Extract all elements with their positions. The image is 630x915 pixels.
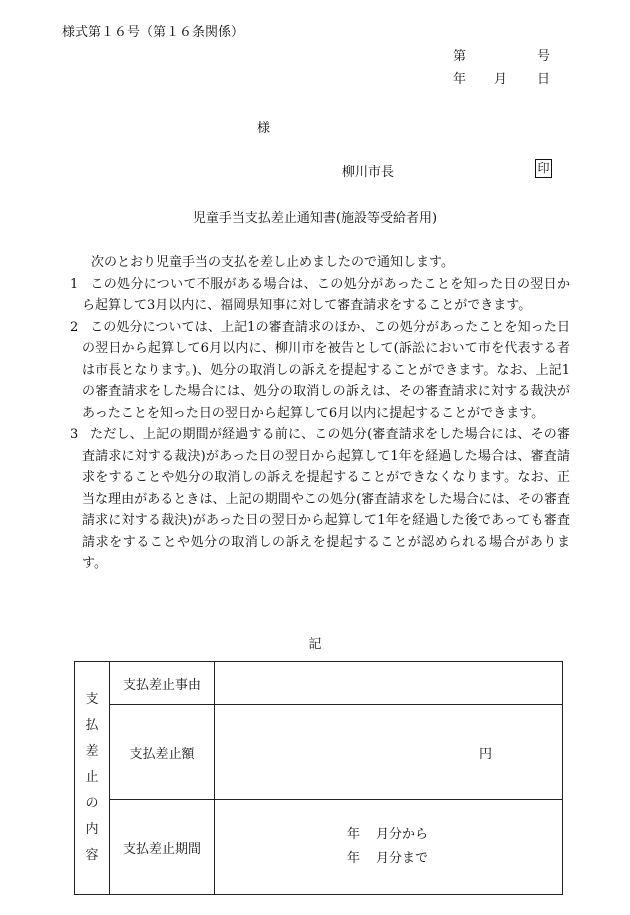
payment-suspension-table	[74, 661, 563, 895]
document-title: 児童手当支払差止通知書(施設等受給者用)	[192, 211, 438, 226]
document-number-suffix: 号	[537, 49, 551, 64]
date-year-label: 年	[453, 72, 467, 87]
notice-item-2	[70, 317, 570, 425]
item-text: この処分については、上記1の審査請求のほか、この処分があったことを知った日の翌日から起算して6月以内に、柳川市を被告として(訴訟において市を代表する者は市長となります。)、処分の取消しの訴えを提起することができます。なお、上記1の審査請求をした場合には、処分の取消しの訴えは、その審査請求に対する裁決があったことを知った日の翌日から起算して6月以内に提起することができます。	[82, 319, 570, 421]
issuer-name: 柳川市長	[342, 165, 395, 180]
side-char: 容	[85, 848, 99, 863]
notice-item-3	[70, 424, 570, 575]
period-to-month: 月分まで	[376, 851, 429, 866]
item-number: 2	[70, 319, 79, 335]
notice-item-1	[70, 274, 570, 317]
side-char: 払	[85, 718, 99, 733]
period-to-year: 年	[347, 851, 361, 866]
document-number-prefix: 第	[453, 49, 467, 64]
item-text: ただし、上記の期間が経過する前に、この処分(審査請求をした場合には、その審査請求に対する裁決)があった日の翌日から起算して1年を経過した場合は、審査請求をすることや処分の取消しの訴えを提起することができなくなります。なお、正当な理由があるときは、上記の期間やこの処分(審査請求をした場合には、その審査請求に対する裁決)があった日の翌日から起算して1年を経過した後であっても審査請求をすることや処分の取消しの訴えを提起することが認められる場合があります。	[82, 427, 570, 571]
intro-sentence: 次のとおり児童手当の支払を差し止めましたので通知します。	[91, 255, 454, 270]
form-number: 様式第１６号（第１６条関係）	[62, 25, 245, 40]
seal-stamp: 印	[535, 159, 552, 178]
reason-value-field[interactable]	[215, 662, 563, 705]
side-char: の	[85, 796, 99, 811]
suspension-content-side-label	[75, 662, 110, 895]
period-from-line	[215, 823, 562, 847]
amount-value-field[interactable]	[215, 705, 563, 800]
reason-label: 支払差止事由	[110, 662, 215, 705]
period-to-line	[215, 847, 562, 871]
date-month-label: 月	[494, 72, 508, 87]
period-from-month: 月分から	[376, 827, 429, 842]
amount-label: 支払差止額	[110, 705, 215, 800]
item-number: 1	[70, 276, 79, 292]
side-char: 内	[85, 822, 99, 837]
notice-body	[70, 252, 570, 575]
side-char: 差	[85, 744, 99, 759]
addressee-honorific: 様	[257, 121, 271, 136]
item-number: 3	[70, 427, 79, 442]
yen-unit: 円	[478, 746, 492, 762]
side-char: 支	[85, 692, 99, 707]
side-char: 止	[85, 770, 99, 785]
period-from-year: 年	[347, 827, 361, 842]
item-text: この処分について不服がある場合は、この処分があったことを知った日の翌日から起算して3月以内に、福岡県知事に対して審査請求をすることができます。	[82, 276, 570, 313]
period-label: 支払差止期間	[110, 800, 215, 895]
period-value-field[interactable]	[215, 800, 563, 895]
date-day-label: 日	[537, 72, 551, 87]
ki-heading: 記	[308, 637, 322, 652]
